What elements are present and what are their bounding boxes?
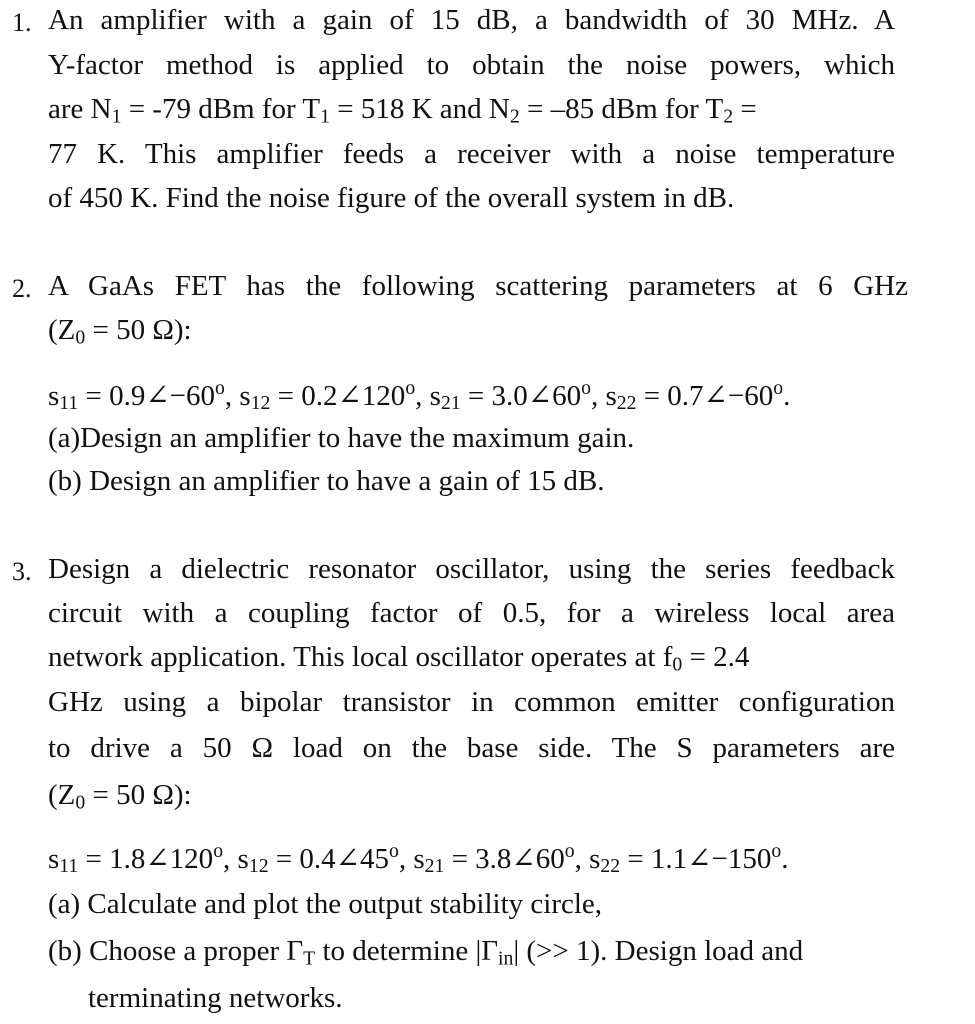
q3-line-1: Design a dielectric resonator oscillator, using the series feedback	[48, 553, 895, 585]
q1-line-5: of 450 K. Find the noise figure of the overall system in dB.	[48, 182, 735, 214]
q2-line-2: ($Z_0 = 50$ Ω):	[48, 314, 192, 349]
q2-line-1: A GaAs FET has the following scattering parameters at 6 GHz	[48, 270, 908, 302]
q3-line-6: ($Z_0 = 50$ Ω):	[48, 779, 192, 814]
q3-line-2: circuit with a coupling factor of 0.5, for a wireless local area	[48, 597, 895, 629]
q3-part-a: (a) Calculate and plot the output stability circle,	[48, 888, 603, 920]
q1-line-1: An amplifier with a gain of 15 dB, a bandwidth of 30 MHz. A	[48, 4, 895, 36]
q1-line-4: 77 K. This amplifier feeds a receiver with a noise temperature	[48, 138, 895, 170]
question-2-number: 2.	[12, 274, 32, 303]
q2-part-b: (b) Design an amplifier to have a gain of 15 dB.	[48, 465, 605, 497]
q3-s-parameters: $s_{11}$ = $1.8\angle 120^o$, $s_{12}$ = $0.4\angle 45^o$, $s_{21}$ = $3.8\angle 60^o$, $s_{22}$ = $1.1\angle-150^o$.	[48, 840, 789, 878]
q3-part-b: (b) Choose a proper $\Gamma_T$ to determine $|\Gamma_{in}|$ (>> 1). Design load and	[48, 935, 804, 970]
q2-s-parameters: $s_{11}$ = $0.9\angle-60^o$, $s_{12}$ = $0.2\angle 120^o$, $s_{21}$ = $3.0\angle 60^o$, $s_{22}$ = $0.7\angle-60^o$.	[48, 377, 791, 415]
q3-part-b-cont: terminating networks.	[88, 982, 343, 1014]
question-1-number: 1.	[12, 8, 32, 37]
q2-part-a: (a)Design an amplifier to have the maximum gain.	[48, 422, 635, 454]
q1-line-2: Y-factor method is applied to obtain the noise powers, which	[48, 49, 895, 81]
q3-line-5: to drive a 50 Ω load on the base side. The S parameters are	[48, 732, 895, 764]
question-3-number: 3.	[12, 557, 32, 586]
q3-line-3: network application. This local oscillator operates at $f_0 = 2.4$	[48, 641, 750, 676]
q1-line-3: are $N_1 = -79$ dBm for $T_1 = 518$ K and $N_2 = -85$ dBm for $T_2$ =	[48, 93, 757, 128]
q3-line-4: GHz using a bipolar transistor in common emitter configuration	[48, 686, 895, 718]
